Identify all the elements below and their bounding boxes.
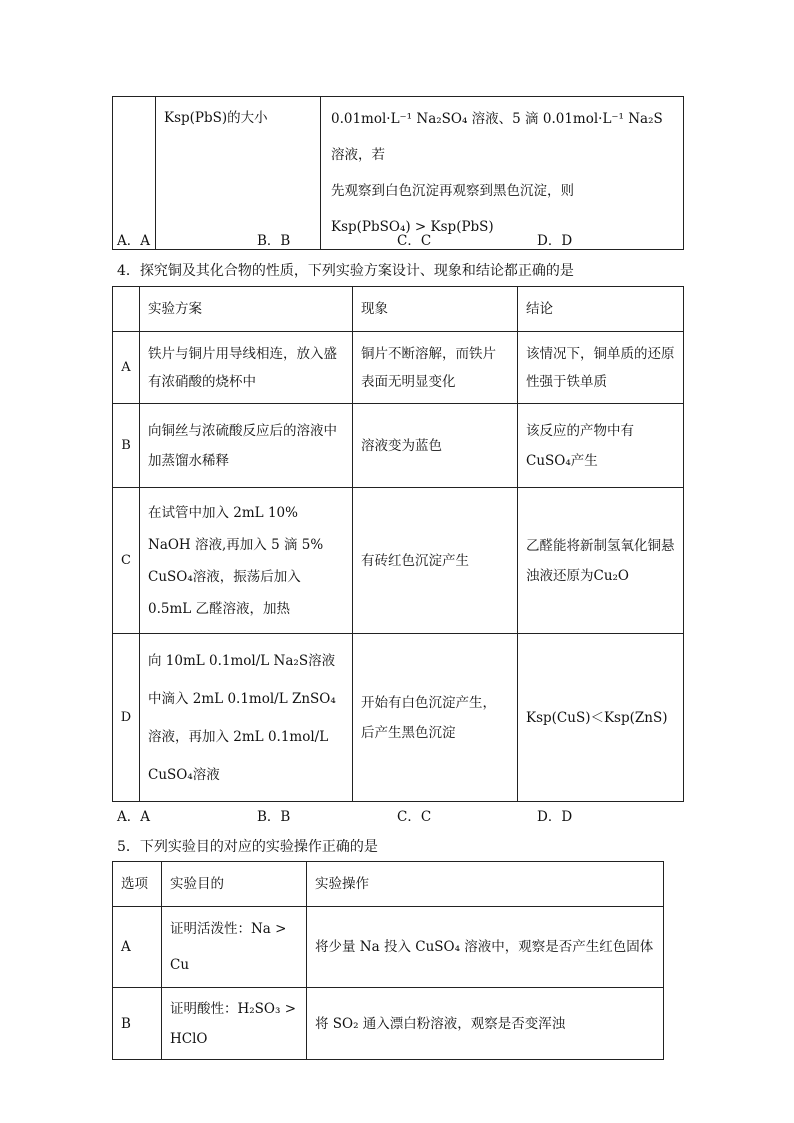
q5-row-label: B [113,988,162,1060]
q3-right-line2: 先观察到白色沉淀再观察到黑色沉淀，则 [331,183,574,199]
q4-option-b[interactable]: B．B [257,809,291,825]
q4-phenomenon: 溶液变为蓝色 [353,404,518,488]
q4-option-a[interactable]: A．A [117,809,150,825]
q3-left-text: Ksp(PbS)的大小 [164,110,268,126]
q4-title: 4．探究铜及其化合物的性质，下列实验方案设计、现象和结论都正确的是 [117,263,574,279]
q4-header-label [113,287,140,332]
q3-label-cell [113,97,156,250]
q4-phenomenon: 有砖红色沉淀产生 [353,488,518,634]
table-row [113,634,684,802]
q4-header-concl: 结论 [518,287,684,332]
q4-header-phen: 现象 [353,287,518,332]
table-row [113,404,684,488]
q3-option-c[interactable]: C．C [397,233,432,249]
q3-table [112,96,684,250]
q4-row-label: C [113,488,140,634]
q4-row-label: B [113,404,140,488]
table-row [113,988,664,1060]
q3-option-b[interactable]: B．B [257,233,291,249]
q3-options [117,229,677,249]
q5-title: 5．下列实验目的对应的实验操作正确的是 [117,839,378,855]
q5-goal: 证明活泼性：Na > Cu [162,907,307,988]
q4-conclusion: Ksp(CuS)＜Ksp(ZnS) [518,634,684,802]
q4-conclusion: 该情况下，铜单质的还原性强于铁单质 [518,332,684,404]
table-row [113,907,664,988]
q4-plan: 铁片与铜片用导线相连，放入盛有浓硝酸的烧杯中 [140,332,353,404]
q3-left-cell [156,97,321,250]
table-row [113,332,684,404]
q5-header-option: 选项 [113,862,162,907]
q4-plan: 向 10mL 0.1mol/L Na₂S溶液中滴入 2mL 0.1mol/L ZnSO₄溶液，再加入 2mL 0.1mol/L CuSO₄溶液 [140,634,353,802]
q3-right-line1: 0.01mol·L⁻¹ Na₂SO₄ 溶液、5 滴 0.01mol·L⁻¹ Na₂S溶液，若 [331,111,663,163]
q4-plan: 在试管中加入 2mL 10% NaOH 溶液,再加入 5 滴 5% CuSO₄溶液，振荡后加入 0.5mL 乙醛溶液，加热 [140,488,353,634]
q4-conclusion: 该反应的产物中有CuSO₄产生 [518,404,684,488]
q4-table [112,286,684,802]
q4-header-plan: 实验方案 [140,287,353,332]
q5-header-goal: 实验目的 [162,862,307,907]
q4-plan: 向铜丝与浓硫酸反应后的溶液中加蒸馏水稀释 [140,404,353,488]
q5-table [112,861,664,1060]
q4-options [117,805,677,825]
q3-option-d[interactable]: D．D [537,233,573,249]
q4-conclusion: 乙醛能将新制氢氧化铜悬浊液还原为Cu₂O [518,488,684,634]
q5-header-op: 实验操作 [307,862,664,907]
q5-goal: 证明酸性：H₂SO₃ > HClO [162,988,307,1060]
q4-phenomenon: 铜片不断溶解，而铁片表面无明显变化 [353,332,518,404]
q3-option-a[interactable]: A．A [117,233,150,249]
q4-row-label: A [113,332,140,404]
q5-op: 将少量 Na 投入 CuSO₄ 溶液中，观察是否产生红色固体 [307,907,664,988]
q4-phenomenon: 开始有白色沉淀产生，后产生黑色沉淀 [353,634,518,802]
q5-op: 将 SO₂ 通入漂白粉溶液，观察是否变浑浊 [307,988,664,1060]
q4-row-label: D [113,634,140,802]
q5-row-label: A [113,907,162,988]
table-row [113,488,684,634]
q3-right-cell [321,97,684,250]
q3-right-line3: Ksp(PbSO₄) > Ksp(PbS) [331,219,494,235]
q4-option-c[interactable]: C．C [397,809,432,825]
q4-option-d[interactable]: D．D [537,809,573,825]
